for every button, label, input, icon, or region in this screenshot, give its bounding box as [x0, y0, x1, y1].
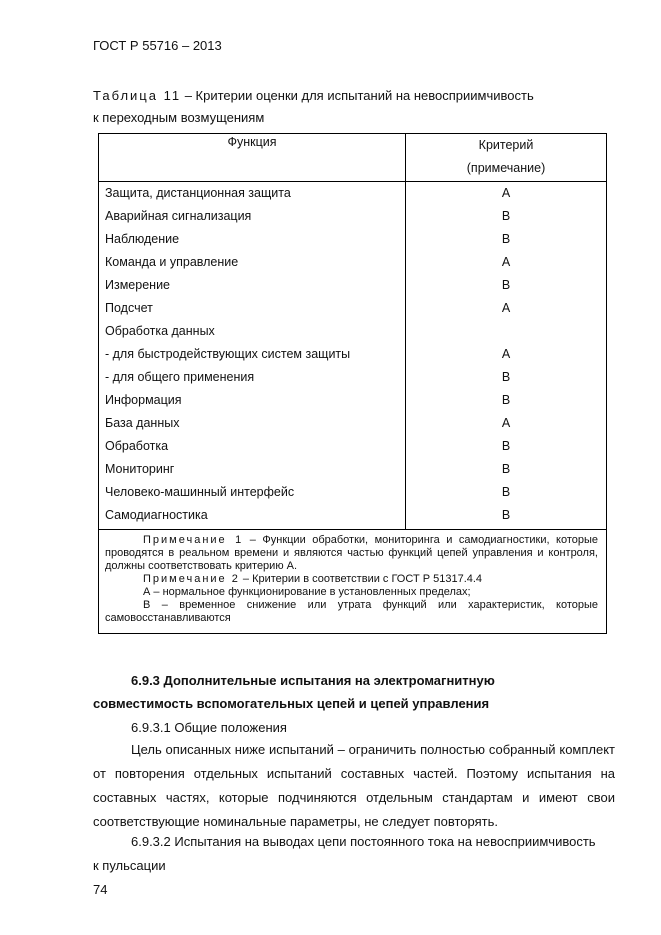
criterion-cell: А	[406, 182, 607, 206]
criterion-cell: А	[406, 343, 607, 366]
note-2-item-a: А – нормальное функционирование в установленных пределах;	[143, 586, 471, 598]
table-row	[99, 274, 607, 297]
table-row	[99, 412, 607, 435]
table-caption	[93, 88, 534, 103]
table-row	[99, 320, 607, 343]
subsection-heading-6-9-3-2: 6.9.3.2 Испытания на выводах цепи постоянного тока на невосприимчивость	[131, 834, 596, 849]
function-cell: - для быстродействующих систем защиты	[99, 343, 406, 366]
table-notes-row	[99, 530, 607, 634]
criterion-cell: В	[406, 435, 607, 458]
table-header-row	[99, 134, 607, 182]
function-cell: Защита, дистанционная защита	[99, 182, 406, 206]
criterion-cell: В	[406, 458, 607, 481]
table-row	[99, 366, 607, 389]
criterion-cell: А	[406, 297, 607, 320]
criterion-cell: В	[406, 274, 607, 297]
table-caption-text: – Критерии оценки для испытаний на невосприимчивость	[181, 88, 534, 103]
criterion-cell: А	[406, 251, 607, 274]
table-row	[99, 343, 607, 366]
page-number: 74	[93, 882, 108, 897]
subsection-heading-6-9-3-2-line2: к пульсации	[93, 858, 166, 873]
function-cell: Команда и управление	[99, 251, 406, 274]
note-2-text: – Критерии в соответствии с ГОСТ Р 51317.4.4	[239, 573, 483, 585]
note-1	[105, 534, 598, 573]
function-cell: Наблюдение	[99, 228, 406, 251]
criterion-cell: В	[406, 205, 607, 228]
note-2-item-b: В – временное снижение или утрата функций или характеристик, которые самовосстанавливаются	[105, 599, 598, 624]
note-1-label: Примечание 1	[143, 534, 244, 546]
table-row	[99, 504, 607, 530]
criterion-cell: В	[406, 481, 607, 504]
table-notes	[99, 530, 607, 634]
function-cell: Информация	[99, 389, 406, 412]
criteria-table	[98, 133, 607, 634]
section-heading-line2: совместимость вспомогательных цепей и цепей управления	[93, 696, 490, 711]
criterion-cell: А	[406, 412, 607, 435]
table-row	[99, 182, 607, 206]
criterion-cell: В	[406, 366, 607, 389]
function-cell: Аварийная сигнализация	[99, 205, 406, 228]
table-row	[99, 435, 607, 458]
criterion-cell: В	[406, 228, 607, 251]
function-cell: Обработка данных	[99, 320, 406, 343]
section-heading-line1: 6.9.3 Дополнительные испытания на электромагнитную	[131, 673, 495, 688]
column-header-criterion-line1: Критерий	[478, 138, 534, 152]
table-row	[99, 389, 607, 412]
function-cell: - для общего применения	[99, 366, 406, 389]
function-cell: База данных	[99, 412, 406, 435]
function-cell: Самодиагностика	[99, 504, 406, 530]
function-cell: Обработка	[99, 435, 406, 458]
note-1-text: – Функции обработки, мониторинга и самодиагностики, которые проводятся в реальном времени и являются частью функций цепей управления и контроля, должны соответствовать критерию А.	[105, 534, 598, 572]
note-2-label: Примечание 2	[143, 573, 240, 585]
note-2	[105, 573, 598, 586]
criterion-cell: В	[406, 504, 607, 530]
function-cell: Человеко-машинный интерфейс	[99, 481, 406, 504]
function-cell: Подсчет	[99, 297, 406, 320]
subsection-heading-6-9-3-1: 6.9.3.1 Общие положения	[131, 720, 287, 735]
table-row	[99, 251, 607, 274]
function-cell: Измерение	[99, 274, 406, 297]
body-paragraph: Цель описанных ниже испытаний – ограничить полностью собранный комплект от повторения отдельных испытаний составных частей. Поэтому испытания на составных частях, которые подчиняются отдельным стандартам и имеют свои соответствующие номинальные параметры, не следует повторять.	[93, 742, 615, 829]
table-row	[99, 458, 607, 481]
table-caption-label: Таблица 11	[93, 88, 182, 103]
table-row	[99, 297, 607, 320]
table-caption-line2: к переходным возмущениям	[93, 110, 265, 125]
criterion-cell	[406, 320, 607, 343]
column-header-criterion-line2: (примечание)	[466, 161, 546, 175]
column-header-criterion	[406, 134, 607, 182]
column-header-function: Функция	[99, 134, 406, 182]
table-row	[99, 205, 607, 228]
function-cell: Мониторинг	[99, 458, 406, 481]
criterion-cell: В	[406, 389, 607, 412]
table-row	[99, 481, 607, 504]
document-header: ГОСТ Р 55716 – 2013	[93, 38, 222, 53]
table-row	[99, 228, 607, 251]
